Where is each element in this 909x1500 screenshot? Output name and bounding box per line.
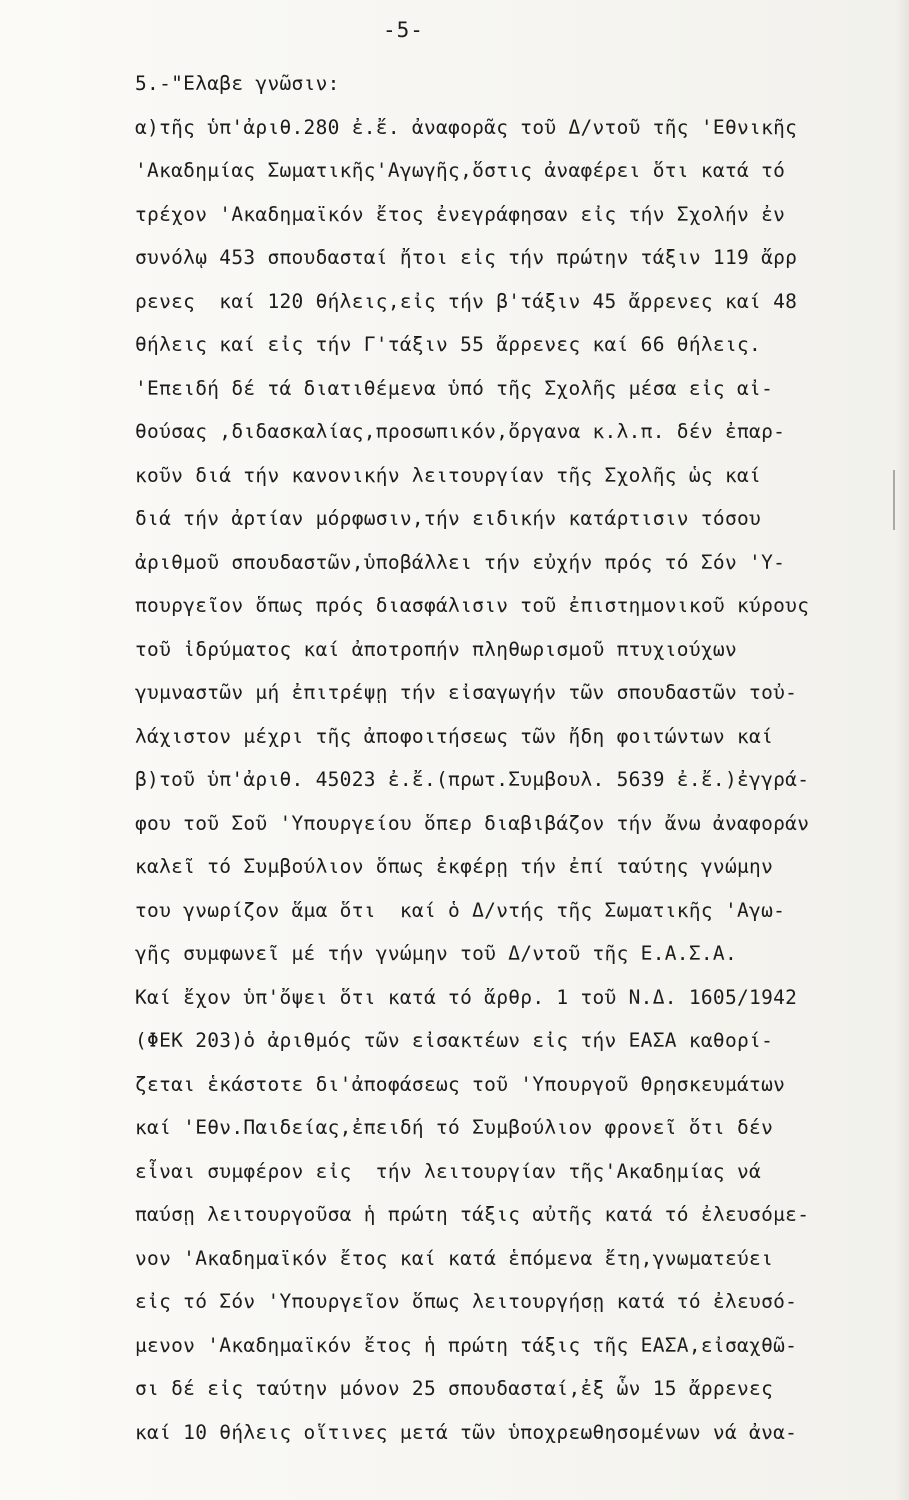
text-line: καί 10 θήλεις οἵτινες μετά τῶν ὑποχρεωθησομένων νά ἀνα-	[135, 1420, 798, 1444]
text-line: μενον 'Ακαδημαϊκόν ἔτος ἡ πρώτη τάξις τῆς ΕΑΣΑ,εἰσαχθῶ-	[135, 1333, 798, 1357]
page-number: -5-	[383, 18, 424, 42]
typed-body-text	[135, 62, 880, 1454]
text-line: β)τοῦ ὑπ'ἀριθ. 45023 ἐ.ἔ.(πρωτ.Συμβουλ. 5639 ἐ.ἔ.)ἐγγρά-	[135, 768, 810, 791]
text-line: (ΦΕΚ 203)ὁ ἀριθμός τῶν εἰσακτέων εἰς τήν ΕΑΣΑ καθορί-	[135, 1029, 774, 1052]
text-line: εἶναι συμφέρον εἰς τήν λειτουργίαν τῆς'Ακαδημίας νά	[135, 1159, 762, 1183]
text-line: διά τήν ἀρτίαν μόρφωσιν,τήν ειδικήν κατάρτισιν τόσου	[135, 507, 762, 530]
text-line: Καί ἔχον ὑπ'ὄψει ὅτι κατά τό ἄρθρ. 1 τοῦ Ν.Δ. 1605/1942	[135, 985, 798, 1009]
text-line: του γνωρίζον ἅμα ὅτι καί ὁ Δ/ντής τῆς Σωματικῆς 'Αγω-	[135, 898, 786, 922]
text-line: θήλεις καί εἰς τήν Γ'τάξιν 55 ἄρρενες καί 66 θήλεις.	[135, 333, 762, 356]
text-line: παύσῃ λειτουργοῦσα ἡ πρώτη τάξις αὐτῆς κατά τό ἐλευσόμε-	[135, 1203, 810, 1226]
text-line: λάχιστον μέχρι τῆς ἀποφοιτήσεως τῶν ἤδη φοιτώντων καί	[135, 724, 774, 748]
text-line: κοῦν διά τήν κανονικήν λειτουργίαν τῆς Σχολῆς ὡς καί	[135, 463, 762, 487]
text-line: εἰς τό Σόν 'Υπουργεῖον ὅπως λειτουργήσῃ κατά τό ἐλευσό-	[135, 1290, 798, 1313]
text-line: συνόλῳ 453 σπουδασταί ἤτοι εἰς τήν πρώτην τάξιν 119 ἄρρ	[135, 246, 798, 269]
text-line: νον 'Ακαδημαϊκόν ἔτος καί κατά ἑπόμενα ἔτη,γνωματεύει	[135, 1246, 774, 1270]
page-edge-shadow	[895, 0, 909, 1500]
text-line: γυμναστῶν μή ἐπιτρέψῃ τήν εἰσαγωγήν τῶν σπουδαστῶν τοὐ-	[135, 681, 798, 704]
text-line: τοῦ ἱδρύματος καί ἀποτροπήν πληθωρισμοῦ πτυχιούχων	[135, 637, 737, 661]
margin-mark	[893, 470, 895, 530]
text-line: καλεῖ τό Συμβούλιον ὅπως ἐκφέρῃ τήν ἐπί ταύτης γνώμην	[135, 855, 774, 878]
text-line: σι δέ εἰς ταύτην μόνον 25 σπουδασταί,ἐξ ὧν 15 ἄρρενες	[135, 1377, 774, 1400]
text-line: α)τῆς ὑπ'ἀριθ.280 ἐ.ἔ. ἀναφορᾶς τοῦ Δ/ντοῦ τῆς 'Εθνικῆς	[135, 115, 798, 139]
text-line: καί 'Εθν.Παιδείας,ἐπειδή τό Συμβούλιον φρονεῖ ὅτι δέν	[135, 1116, 774, 1139]
text-line: πουργεῖον ὅπως πρός διασφάλισιν τοῦ ἐπιστημονικοῦ κύρους	[135, 594, 810, 617]
text-line: ἀριθμοῦ σπουδαστῶν,ὑποβάλλει τήν εὐχήν πρός τό Σόν 'Υ-	[135, 550, 786, 574]
text-line: 'Επειδή δέ τά διατιθέμενα ὑπό τῆς Σχολῆς μέσα εἰς αἰ-	[135, 376, 774, 400]
text-line: γῆς συμφωνεῖ μέ τήν γνώμην τοῦ Δ/ντοῦ τῆς Ε.Α.Σ.Α.	[135, 942, 737, 965]
text-line: 5.-"Ελαβε γνῶσιν:	[135, 72, 340, 95]
text-line: ρενες καί 120 θήλεις,εἰς τήν β'τάξιν 45 ἄρρενες καί 48	[135, 289, 798, 313]
text-line: φου τοῦ Σοῦ 'Υπουργείου ὅπερ διαβιβάζον τήν ἄνω ἀναφοράν	[135, 811, 810, 835]
text-line: τρέχον 'Ακαδημαϊκόν ἔτος ἐνεγράφησαν εἰς τήν Σχολήν ἐν	[135, 202, 786, 226]
text-line: 'Ακαδημίας Σωματικῆς'Αγωγῆς,ὅστις ἀναφέρει ὅτι κατά τό	[135, 159, 786, 182]
text-line: θούσας ,διδασκαλίας,προσωπικόν,ὄργανα κ.λ.π. δέν ἐπαρ-	[135, 420, 786, 443]
text-line: ζεται ἑκάστοτε δι'ἀποφάσεως τοῦ 'Υπουργοῦ Θρησκευμάτων	[135, 1072, 786, 1096]
